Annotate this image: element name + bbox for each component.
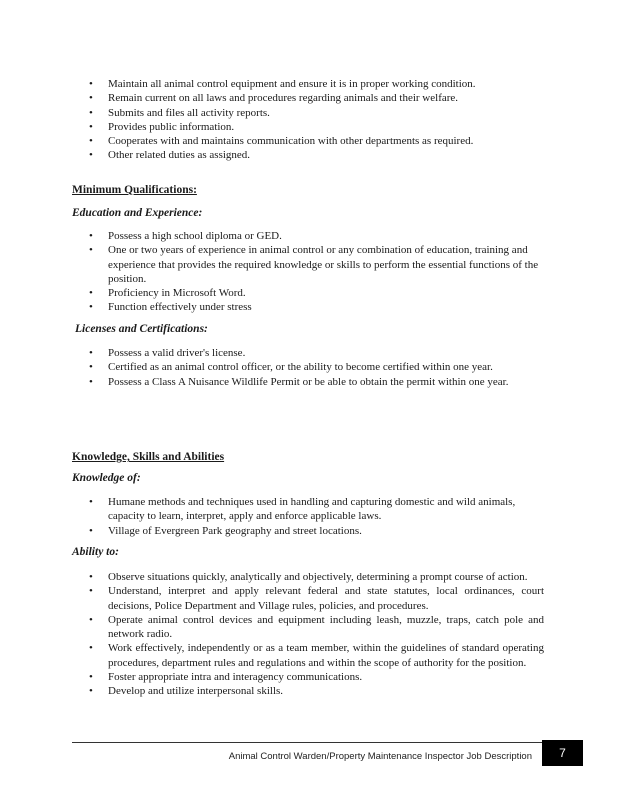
list-item: • Proficiency in Microsoft Word. [72, 286, 544, 300]
education-list [72, 229, 544, 315]
page-number-badge: 7 [542, 740, 583, 766]
list-item: • Possess a valid driver's license. [72, 346, 544, 360]
licenses-certifications-heading: Licenses and Certifications: [75, 323, 208, 335]
knowledge-list [72, 495, 544, 538]
list-item: • Village of Evergreen Park geography and street locations. [72, 524, 544, 538]
ability-heading: Ability to: [72, 546, 119, 558]
list-item: • Cooperates with and maintains communication with other departments as required. [72, 134, 544, 148]
list-item: • Certified as an animal control officer, or the ability to become certified within one year. [72, 360, 544, 374]
duties-list [72, 77, 544, 163]
list-item: • Possess a Class A Nuisance Wildlife Permit or be able to obtain the permit within one year. [72, 375, 544, 389]
footer-title: Animal Control Warden/Property Maintenance Inspector Job Description [228, 751, 532, 762]
list-item: • Understand, interpret and apply relevant federal and state statutes, local ordinances, court decisions, Police Department and Village rules, policies, and procedures. [72, 584, 544, 613]
list-item: • One or two years of experience in animal control or any combination of education, training and experience that provides the required knowledge or skills to perform the essential functions of the position. [72, 243, 544, 286]
list-item: • Remain current on all laws and procedures regarding animals and their welfare. [72, 91, 544, 105]
list-item: • Submits and files all activity reports. [72, 106, 544, 120]
education-experience-heading: Education and Experience: [72, 207, 203, 219]
list-item: • Function effectively under stress [72, 300, 544, 314]
list-item: • Develop and utilize interpersonal skills. [72, 684, 544, 698]
list-item: • Work effectively, independently or as a team member, within the guidelines of standard operating procedures, department rules and regulations and within the scope of authority for the position. [72, 641, 544, 670]
ksa-heading: Knowledge, Skills and Abilities [72, 451, 225, 463]
list-item: • Humane methods and techniques used in handling and capturing domestic and wild animals, capacity to learn, interpret, apply and enforce applicable laws. [72, 495, 544, 524]
list-item: • Other related duties as assigned. [72, 148, 544, 162]
minimum-qualifications-heading: Minimum Qualifications: [72, 184, 197, 196]
ability-list [72, 570, 544, 699]
knowledge-heading: Knowledge of: [72, 472, 141, 484]
list-item: • Observe situations quickly, analytically and objectively, determining a prompt course of action. [72, 570, 544, 584]
licenses-list [72, 346, 544, 389]
footer-divider [72, 742, 542, 743]
list-item: • Maintain all animal control equipment and ensure it is in proper working condition. [72, 77, 544, 91]
list-item: • Operate animal control devices and equipment including leash, muzzle, traps, catch pole and network radio. [72, 613, 544, 642]
list-item: • Provides public information. [72, 120, 544, 134]
list-item: • Foster appropriate intra and interagency communications. [72, 670, 544, 684]
list-item: • Possess a high school diploma or GED. [72, 229, 544, 243]
